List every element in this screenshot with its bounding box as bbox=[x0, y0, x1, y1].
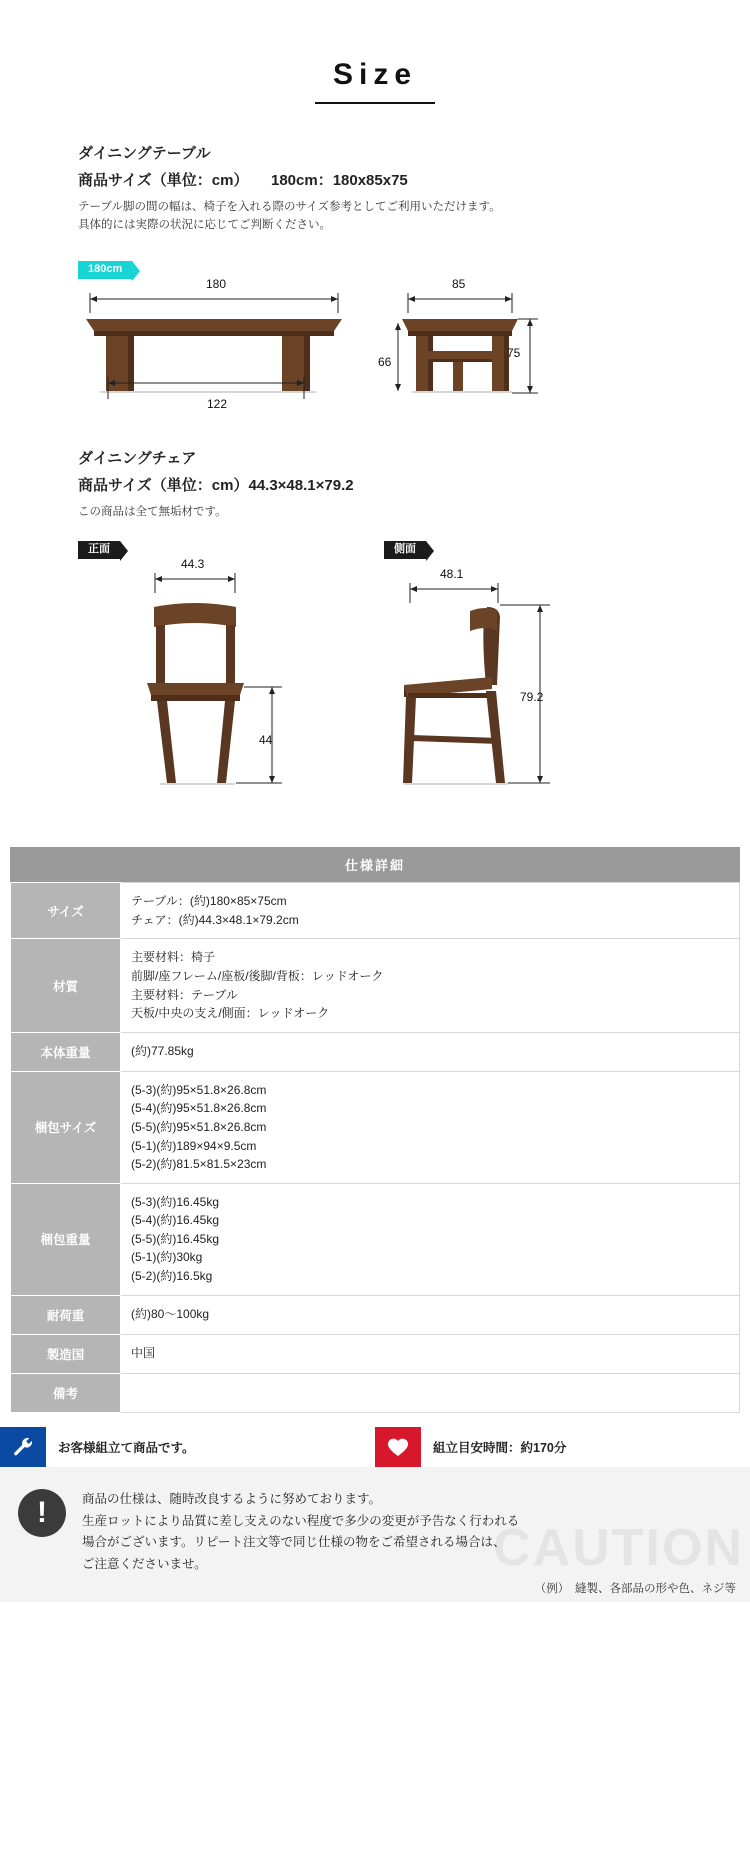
table-row bbox=[11, 939, 740, 1032]
dining-chair-size-line: 商品サイズ（単位：cm）44.3×48.1×79.2 bbox=[78, 476, 354, 494]
spec-value-weight: (約)77.85kg bbox=[121, 1032, 740, 1071]
assembly-time-label: 組立目安時間：約170分 bbox=[421, 1427, 750, 1467]
dining-table-note-1: テーブル脚の間の幅は、椅子を入れる際のサイズ参考としてご利用いただけます。 bbox=[78, 201, 501, 213]
dining-table-size-line: 商品サイズ（単位：cm） 180cm：180x85x75 bbox=[78, 172, 408, 189]
dim-chair-front-width: 44.3 bbox=[181, 557, 205, 572]
spec-value-package-weight: (5-3)(約)16.45kg (5-4)(約)16.45kg (5-5)(約)16.45kg (5-1)(約)30kg (5-2)(約)16.5kg bbox=[121, 1183, 740, 1295]
spec-table bbox=[10, 847, 740, 1413]
spec-label-package-weight: 梱包重量 bbox=[11, 1183, 121, 1295]
dim-table-height-inner: 66 bbox=[378, 354, 392, 369]
spec-table-section bbox=[0, 825, 750, 1413]
table-row bbox=[11, 1295, 740, 1334]
dim-table-side-width: 85 bbox=[452, 276, 466, 291]
spec-label-load-capacity: 耐荷重 bbox=[11, 1295, 121, 1334]
caution-watermark: CAUTION bbox=[493, 1519, 744, 1578]
spec-table-body bbox=[11, 883, 740, 1413]
clock-heart-icon bbox=[375, 1427, 421, 1467]
page-title-block bbox=[0, 0, 750, 116]
caution-line-1: 商品の仕様は、随時改良するように努めております。 bbox=[82, 1491, 382, 1506]
spec-label-country: 製造国 bbox=[11, 1334, 121, 1373]
dining-table-heading: ダイニングテーブル bbox=[78, 145, 211, 162]
dining-chair-diagram bbox=[0, 535, 750, 825]
spec-label-package-size: 梱包サイズ bbox=[11, 1071, 121, 1183]
exclamation-icon: ! bbox=[18, 1489, 66, 1537]
spec-value-remarks bbox=[121, 1373, 740, 1412]
spec-label-material: 材質 bbox=[11, 939, 121, 1032]
dim-chair-total-height: 79.2 bbox=[520, 690, 544, 705]
spec-value-load-capacity: (約)80〜100kg bbox=[121, 1295, 740, 1334]
page-title: Size bbox=[315, 58, 435, 104]
badge-side-view: 側面 bbox=[384, 541, 426, 559]
dining-table-diagram bbox=[0, 251, 750, 421]
dim-table-height-outer: 75 bbox=[507, 345, 521, 360]
table-row bbox=[11, 1071, 740, 1183]
caution-line-2: 生産ロットにより品質に差し支えのない程度で多少の変更が予告なく行われる bbox=[82, 1513, 520, 1528]
spec-label-size: サイズ bbox=[11, 883, 121, 939]
caution-line-4: ご注意くださいませ。 bbox=[82, 1557, 207, 1572]
dining-chair-text-block bbox=[0, 447, 750, 521]
dim-chair-seat-height: 44 bbox=[259, 733, 273, 748]
caution-line-3: 場合がございます。リピート注文等で同じ仕様の物をご希望される場合は、 bbox=[82, 1535, 506, 1550]
dim-table-top-width: 180 bbox=[206, 276, 227, 291]
caution-notice bbox=[0, 1467, 750, 1603]
spec-label-remarks: 備考 bbox=[11, 1373, 121, 1412]
badge-front-view: 正面 bbox=[78, 541, 120, 559]
dining-chair-note-1: この商品は全て無垢材です。 bbox=[78, 505, 227, 518]
table-row bbox=[11, 1183, 740, 1295]
dim-chair-side-width: 48.1 bbox=[440, 567, 464, 582]
table-row bbox=[11, 1334, 740, 1373]
table-row bbox=[11, 1373, 740, 1412]
spec-label-weight: 本体重量 bbox=[11, 1032, 121, 1071]
dining-chair-svg bbox=[0, 535, 750, 825]
wrench-icon bbox=[0, 1427, 46, 1467]
spec-value-material: 主要材料：椅子 前脚/座フレーム/座板/後脚/背板：レッドオーク 主要材料：テーブル 天板/中央の支え/側面：レッドオーク bbox=[121, 939, 740, 1032]
spec-value-country: 中国 bbox=[121, 1334, 740, 1373]
table-row bbox=[11, 883, 740, 939]
dining-chair-heading: ダイニングチェア bbox=[78, 449, 197, 467]
assembly-bars bbox=[0, 1427, 750, 1467]
assembly-required-bar bbox=[0, 1427, 375, 1467]
dim-table-bottom-width: 122 bbox=[207, 396, 228, 411]
table-row bbox=[11, 1032, 740, 1071]
spec-table-caption: 仕様詳細 bbox=[10, 847, 740, 882]
assembly-time-bar bbox=[375, 1427, 750, 1467]
assembly-required-label: お客様組立て商品です。 bbox=[46, 1427, 375, 1467]
badge-180cm: 180cm bbox=[78, 261, 132, 279]
dining-table-note-2: 具体的には実際の状況に応じてご判断ください。 bbox=[78, 219, 331, 232]
dining-table-text-block bbox=[0, 142, 750, 235]
caution-text bbox=[82, 1489, 519, 1577]
spec-value-size: テーブル：(約)180×85×75cm チェア：(約)44.3×48.1×79.2cm bbox=[121, 883, 740, 939]
caution-example: （例） 縫製、各部品の形や色、ネジ等 bbox=[534, 1583, 736, 1596]
spec-value-package-size: (5-3)(約)95×51.8×26.8cm (5-4)(約)95×51.8×26.8cm (5-5)(約)95×51.8×26.8cm (5-1)(約)189×94×9.5cm (5-2)(約)81.5×81.5×23cm bbox=[121, 1071, 740, 1183]
